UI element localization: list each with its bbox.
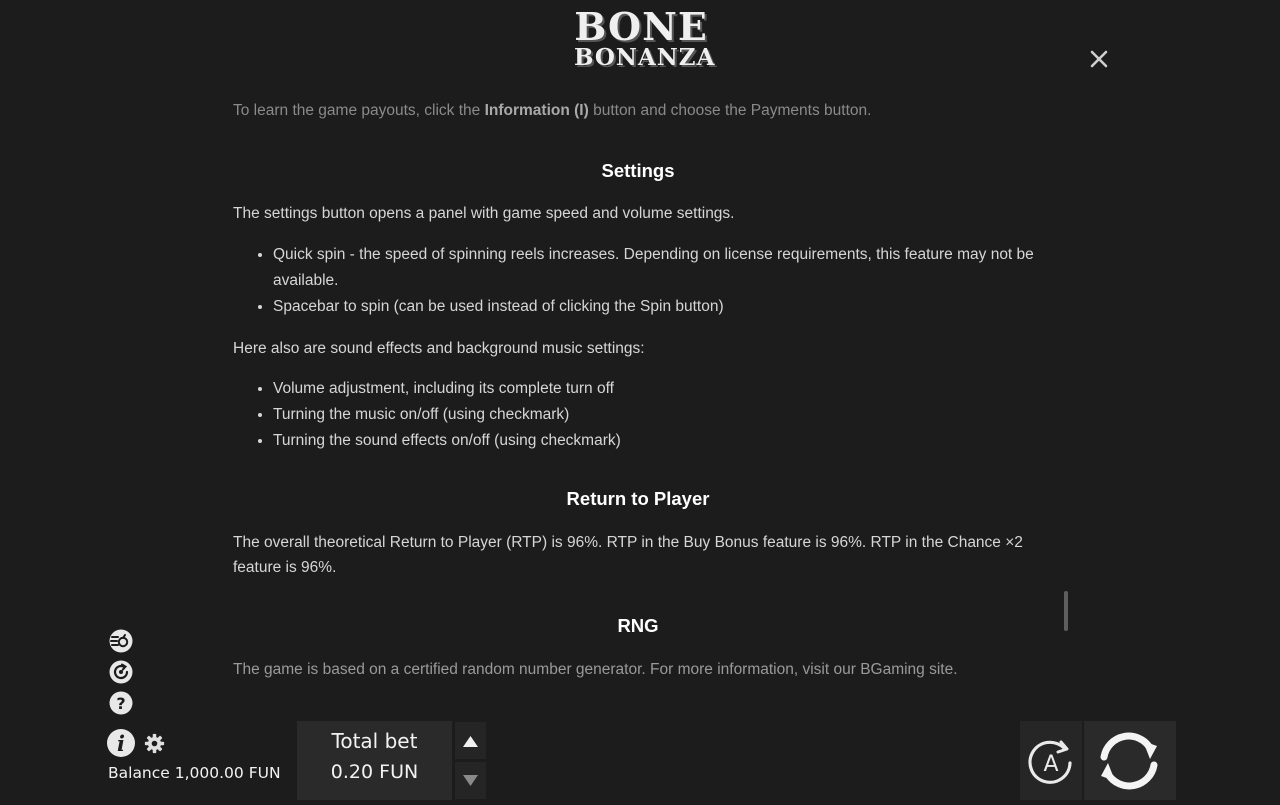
payouts-paragraph: To learn the game payouts, click the Information (I) button and choose the Payments button. bbox=[233, 102, 872, 119]
game-logo bbox=[574, 4, 716, 72]
list-item: • Quick spin - the speed of spinning reels increases. Depending on license requirements, this feature may not be available. bbox=[273, 242, 1043, 294]
settings-heading: Settings bbox=[601, 160, 675, 181]
total-bet-panel bbox=[297, 721, 452, 800]
autoplay-label: A bbox=[1043, 752, 1059, 777]
help-button[interactable] bbox=[108, 690, 134, 716]
logo-line-1: BONE bbox=[574, 4, 708, 49]
spin-button[interactable] bbox=[1084, 721, 1176, 800]
close-button[interactable] bbox=[1087, 47, 1111, 71]
bet-decrease-button[interactable] bbox=[455, 762, 486, 799]
sound-list bbox=[233, 376, 1043, 454]
rtp-description: The overall theoretical Return to Player (RTP) is 96%. RTP in the Buy Bonus feature is 96%. RTP in the Chance ×2 feature is 96%. bbox=[233, 534, 1023, 576]
info-button[interactable] bbox=[106, 728, 136, 758]
list-item: • Spacebar to spin (can be used instead of clicking the Spin button) bbox=[273, 294, 1043, 320]
arrow-up-icon bbox=[455, 722, 486, 759]
settings-button[interactable] bbox=[144, 733, 165, 754]
total-bet-value: 0.20 FUN bbox=[330, 761, 419, 783]
sound-description: Here also are sound effects and background music settings: bbox=[233, 340, 645, 357]
total-bet-label: Total bet bbox=[331, 729, 418, 753]
list-item: • Turning the sound effects on/off (using checkmark) bbox=[273, 428, 1043, 454]
help-icon bbox=[108, 690, 134, 716]
rng-heading: RNG bbox=[617, 615, 659, 636]
history-icon bbox=[108, 659, 134, 685]
fast-spin-icon bbox=[108, 628, 134, 654]
settings-description: The settings button opens a panel with game speed and volume settings. bbox=[233, 205, 735, 222]
logo-line-2: BONANZA bbox=[574, 44, 716, 71]
information-button-reference: Information (I) bbox=[484, 102, 589, 119]
autoplay-button[interactable] bbox=[1020, 721, 1082, 800]
autoplay-icon bbox=[1020, 721, 1082, 800]
gear-icon bbox=[144, 733, 165, 754]
list-item: • Turning the music on/off (using checkmark) bbox=[273, 402, 1043, 428]
history-button[interactable] bbox=[108, 659, 134, 685]
fast-spin-button[interactable] bbox=[108, 628, 134, 654]
balance-display: Balance 1,000.00 FUN bbox=[108, 764, 281, 782]
rng-description: The game is based on a certified random number generator. For more information, visit our BGaming site. bbox=[233, 661, 958, 678]
arrow-down-icon bbox=[455, 762, 486, 799]
scrollbar-thumb[interactable] bbox=[1064, 591, 1068, 631]
bet-increase-button[interactable] bbox=[455, 722, 486, 759]
list-item: • Volume adjustment, including its complete turn off bbox=[273, 376, 1043, 402]
rules-content[interactable] bbox=[233, 98, 1043, 698]
spin-icon bbox=[1084, 721, 1176, 800]
svg-text:i: i bbox=[117, 731, 125, 756]
svg-text:?: ? bbox=[116, 694, 126, 713]
rtp-heading: Return to Player bbox=[566, 488, 710, 509]
settings-list bbox=[233, 242, 1043, 320]
info-icon bbox=[106, 728, 136, 758]
close-icon bbox=[1087, 47, 1111, 71]
